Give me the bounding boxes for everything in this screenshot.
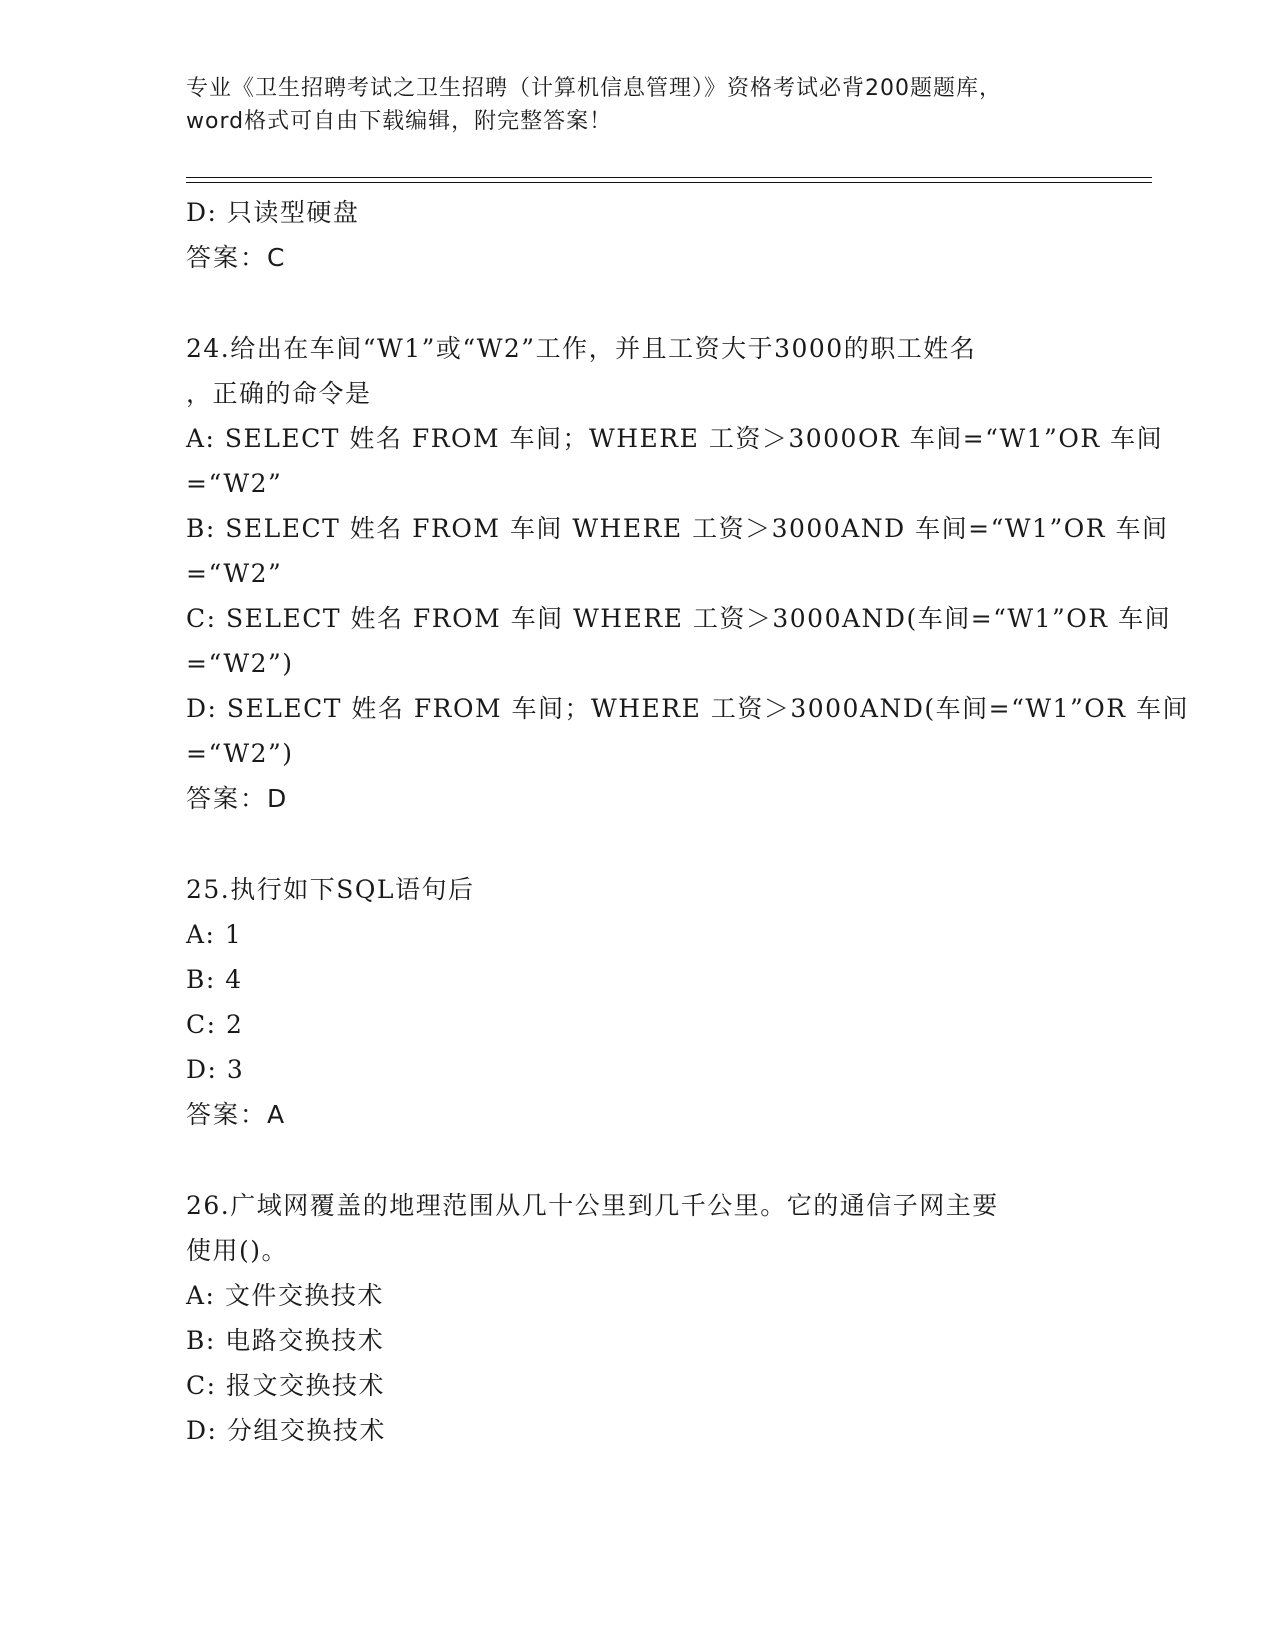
option-b: B: 4 bbox=[186, 965, 243, 994]
option-a-line-1: A: SELECT 姓名 FROM 车间；WHERE 工资＞3000OR 车间=“W1”OR 车间 bbox=[186, 424, 1164, 453]
document-body bbox=[186, 190, 1190, 1453]
option-d: D: 只读型硬盘 bbox=[186, 198, 360, 227]
option-a-line-2: =“W2” bbox=[186, 469, 283, 498]
question-stem-line-1: 24.给出在车间“W1”或“W2”工作，并且工资大于3000的职工姓名 bbox=[186, 334, 977, 363]
header-rule-bottom bbox=[186, 182, 1152, 183]
spacer bbox=[186, 822, 1086, 867]
spacer bbox=[186, 1138, 1086, 1183]
question-stem-line-2: ，正确的命令是 bbox=[186, 379, 372, 408]
option-a: A: 文件交换技术 bbox=[186, 1281, 384, 1310]
option-c-line-2: =“W2”) bbox=[186, 649, 294, 678]
header-title-line-1: 专业《卫生招聘考试之卫生招聘（计算机信息管理）》资格考试必背200题题库， bbox=[186, 76, 1002, 101]
answer: 答案：C bbox=[186, 243, 287, 272]
option-a: A: 1 bbox=[186, 920, 243, 949]
option-b: B: 电路交换技术 bbox=[186, 1326, 385, 1355]
header-rule-top bbox=[186, 177, 1152, 178]
answer: 答案：D bbox=[186, 784, 289, 813]
option-d: D: 分组交换技术 bbox=[186, 1416, 386, 1445]
document-header bbox=[186, 72, 1086, 138]
option-d-line-1: D: SELECT 姓名 FROM 车间；WHERE 工资＞3000AND(车间=“W1”OR 车间 bbox=[186, 694, 1190, 723]
option-c: C: 报文交换技术 bbox=[186, 1371, 385, 1400]
option-b-line-2: =“W2” bbox=[186, 559, 283, 588]
question-stem-line-2: 使用()。 bbox=[186, 1236, 289, 1265]
option-c-line-1: C: SELECT 姓名 FROM 车间 WHERE 工资＞3000AND(车间=“W1”OR 车间 bbox=[186, 604, 1172, 633]
question-23-tail bbox=[186, 190, 1086, 281]
option-d-line-2: =“W2”) bbox=[186, 739, 294, 768]
option-b-line-1: B: SELECT 姓名 FROM 车间 WHERE 工资＞3000AND 车间=“W1”OR 车间 bbox=[186, 514, 1169, 543]
question-24 bbox=[186, 326, 1190, 822]
answer: 答案：A bbox=[186, 1100, 287, 1129]
question-stem-line-1: 26.广域网覆盖的地理范围从几十公里到几千公里。它的通信子网主要 bbox=[186, 1191, 999, 1220]
option-c: C: 2 bbox=[186, 1010, 244, 1039]
spacer bbox=[186, 281, 1086, 326]
question-stem: 25.执行如下SQL语句后 bbox=[186, 875, 475, 904]
question-26 bbox=[186, 1183, 1086, 1453]
option-d: D: 3 bbox=[186, 1055, 245, 1084]
question-25 bbox=[186, 867, 1086, 1138]
header-title-line-2: word格式可自由下载编辑，附完整答案！ bbox=[186, 109, 613, 134]
